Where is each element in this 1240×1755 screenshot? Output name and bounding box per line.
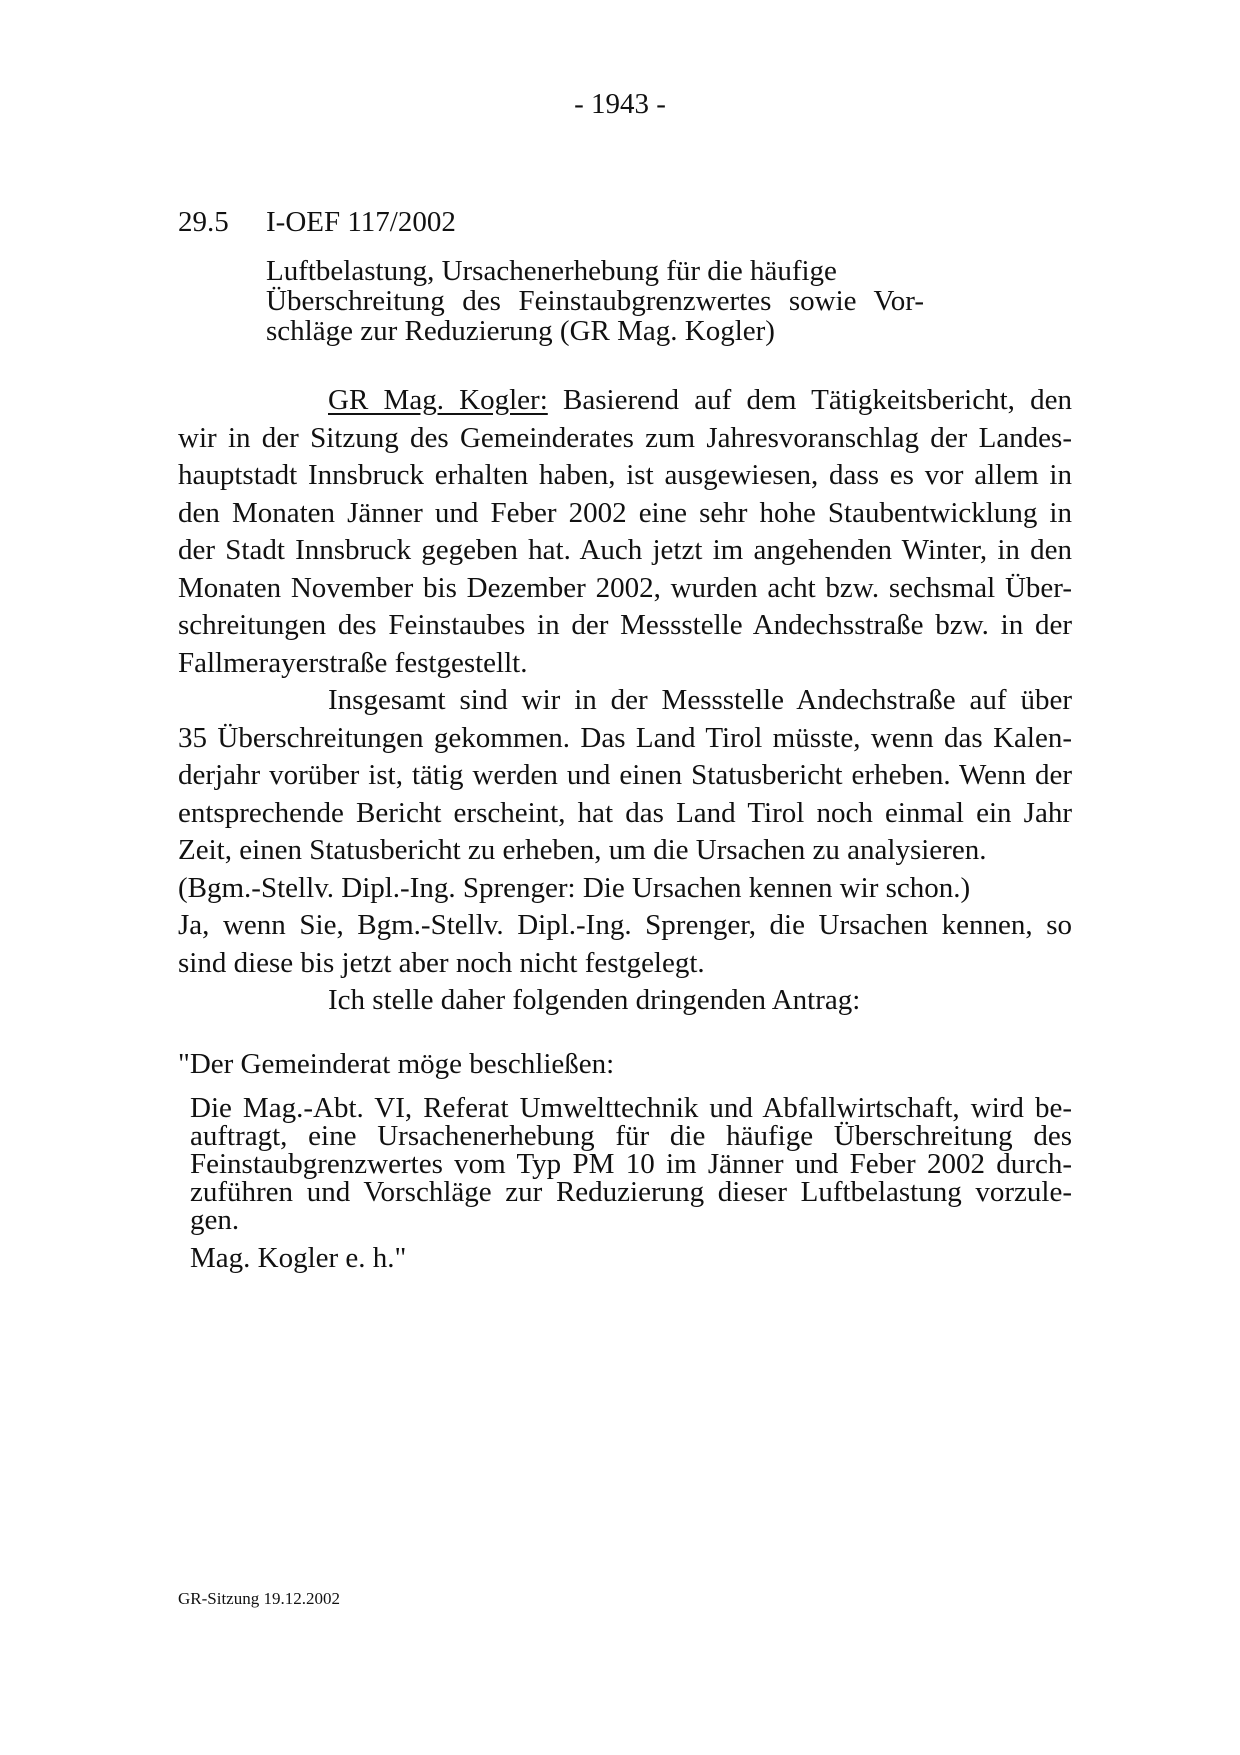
interjection-line: (Bgm.-Stellv. Dipl.-Ing. Sprenger: Die Ursachen kennen wir schon.)	[178, 871, 971, 904]
agenda-item-reference: I-OEF 117/2002	[266, 206, 456, 238]
subject-line: schläge zur Reduzierung (GR Mag. Kogler)	[266, 315, 775, 347]
agenda-item-subject	[266, 256, 924, 346]
speech-line: derjahr vorüber ist, tätig werden und einen Statusbericht erheben. Wenn der	[178, 759, 1072, 791]
page-number: - 1943 -	[574, 88, 666, 120]
speech-line: Monaten November bis Dezember 2002, wurden acht bzw. sechsmal Über-	[178, 571, 1072, 604]
speech-line: Ja, wenn Sie, Bgm.-Stellv. Dipl.-Ing. Sprenger, die Ursachen kennen, so	[178, 909, 1072, 941]
motion-intro: "Der Gemeinderat möge beschließen:	[178, 1048, 615, 1080]
speech-line: sind diese bis jetzt aber noch nicht festgelegt.	[178, 946, 705, 979]
speech-line: 35 Überschreitungen gekommen. Das Land Tirol müsste, wenn das Kalen-	[178, 721, 1072, 754]
speech-line: schreitungen des Feinstaubes in der Messstelle Andechsstraße bzw. in der	[178, 609, 1072, 641]
subject-line: Luftbelastung, Ursachenerhebung für die häufige	[266, 255, 837, 287]
speech-line: wir in der Sitzung des Gemeinderates zum Jahresvoranschlag der Landes-	[178, 421, 1072, 454]
motion-line: Die Mag.-Abt. VI, Referat Umwelttechnik und Abfallwirtschaft, wird be-	[190, 1092, 1072, 1124]
speech-line: Zeit, einen Statusbericht zu erheben, um die Ursachen zu analysieren.	[178, 834, 987, 866]
agenda-item-number: 29.5	[178, 206, 229, 238]
speech-line: Ich stelle daher folgenden dringenden Antrag:	[328, 984, 861, 1016]
speech-line: Fallmerayerstraße festgestellt.	[178, 646, 528, 679]
motion-text	[190, 1094, 1072, 1234]
motion-line: Feinstaubgrenzwertes vom Typ PM 10 im Jänner und Feber 2002 durch-	[190, 1148, 1072, 1180]
speaker-name: GR Mag. Kogler:	[328, 384, 548, 416]
speech-line: entsprechende Bericht erscheint, hat das Land Tirol noch einmal ein Jahr	[178, 796, 1072, 829]
speech-text	[178, 382, 1072, 1020]
speech-line: der Stadt Innsbruck gegeben hat. Auch jetzt im angehenden Winter, in den	[178, 534, 1072, 566]
agenda-item-header	[178, 206, 456, 239]
subject-line: Überschreitung des Feinstaubgrenzwertes sowie Vor-	[266, 285, 924, 317]
speech-line: GR Mag. Kogler: Basierend auf dem Tätigkeitsbericht, den	[328, 384, 1073, 416]
motion-line: auftragt, eine Ursachenerhebung für die häufige Überschreitung des	[190, 1120, 1072, 1152]
motion-signature: Mag. Kogler e. h."	[190, 1242, 407, 1274]
speech-line: Insgesamt sind wir in der Messstelle Andechstraße auf über	[328, 684, 1072, 716]
motion-line: zuführen und Vorschläge zur Reduzierung dieser Luftbelastung vorzule-	[190, 1176, 1072, 1208]
motion-line: gen.	[190, 1204, 240, 1236]
speech-line: hauptstadt Innsbruck erhalten haben, ist ausgewiesen, dass es vor allem in	[178, 459, 1072, 491]
footer-session-date: GR-Sitzung 19.12.2002	[178, 1589, 340, 1608]
speech-line: den Monaten Jänner und Feber 2002 eine sehr hohe Staubentwicklung in	[178, 496, 1072, 529]
